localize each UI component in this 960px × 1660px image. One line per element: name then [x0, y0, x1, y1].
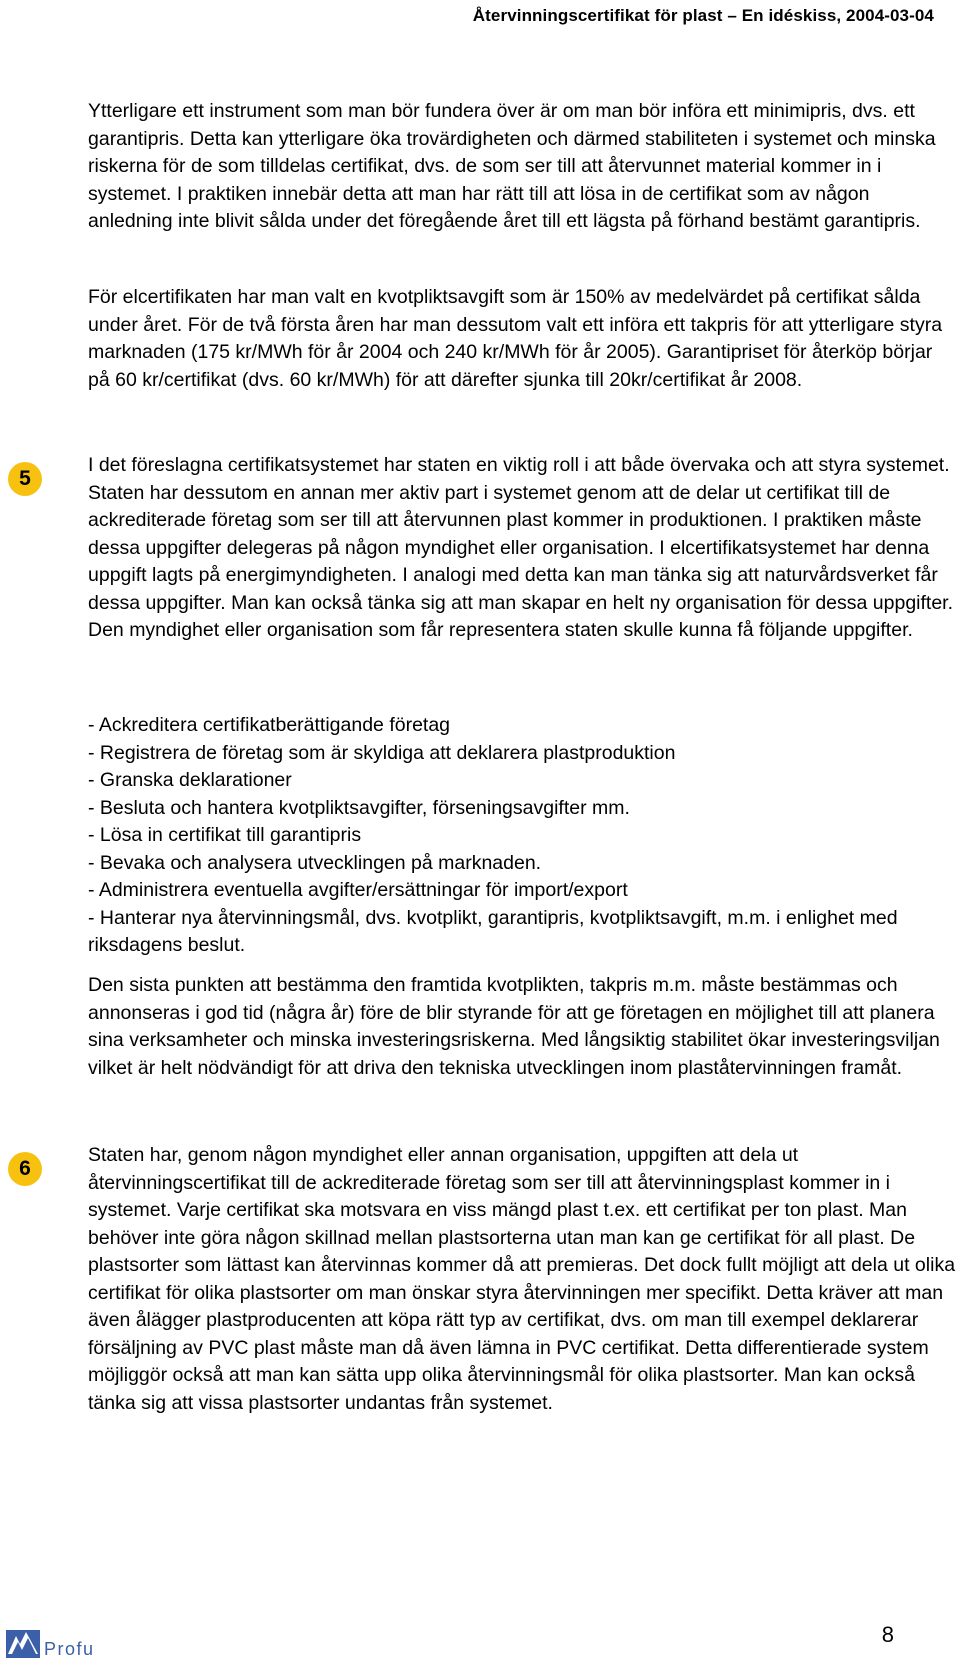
- paragraph-minimipris: Ytterligare ett instrument som man bör fundera över är om man bör införa ett minimipris, dvs. ett garantipris. Detta kan ytterligare öka trovärdigheten och därmed stabiliteten i systemet och minska riskerna för de som tilldelas certifikat, dvs. de som ser till att återvunnet material kommer in i systemet. I praktiken innebär detta att man har rätt till att lösa in de certifikat som av någon anledning inte blivit sålda under det föregående året till ett lägsta på förhand bestämt garantipris.: [88, 100, 936, 232]
- list-item: - Granska deklarationer: [88, 769, 292, 791]
- page-number: 8: [881, 1622, 894, 1647]
- list-item: - Bevaka och analysera utvecklingen på marknaden.: [88, 851, 542, 874]
- list-item: - Hanterar nya återvinningsmål, dvs. kvotplikt, garantipris, kvotpliktsavgift, m.m. i enlighet med riksdagens beslut.: [88, 906, 898, 956]
- profu-logo: [6, 1628, 95, 1658]
- profu-logo-mark-icon: [6, 1628, 40, 1658]
- list-item: - Besluta och hantera kvotpliktsavgifter, förseningsavgifter mm.: [88, 796, 630, 819]
- paragraph-statens-roll: I det föreslagna certifikatsystemet har staten en viktig roll i att både övervaka och att styra systemet. Staten har dessutom en annan mer aktiv part i systemet genom att de delar ut certifikat till de ackrediterade företag som ser till att återvunnen plast kommer in produktionen. I praktiken måste dessa uppgifter delegeras på någon myndighet eller organisation. I elcertifikatsystemet har denna uppgift lagts på energimyndigheten. I analogi med detta kan man tänka sig att naturvårdsverket får dessa uppgifter. Man kan också tänka sig att man skapar en helt ny organisation för dessa uppgifter. Den myndighet eller organisation som får representera staten skulle kunna få följande uppgifter.: [88, 454, 954, 641]
- paragraph-certifikatutdelning: Staten har, genom någon myndighet eller annan organisation, uppgiften att dela ut återvinningscertifikat till de ackrediterade företag som ser till att återvinningsplast kommer in i systemet. Varje certifikat ska motsvara en viss mängd plast t.ex. ett certifikat per ton plast. Man behöver inte göra någon skillnad mellan plastsorterna utan man kan ge certifikat för all plast. De plastsorter som lättast kan återvinnas kommer då att premieras. Det dock fullt möjligt att dela ut olika certifikat för olika plastsorter om man önskar styra återvinningen mer specifikt. Detta kräver att man även ålägger plastproducenten att köpa rätt typ av certifikat, dvs. om man till exempel deklarerar försäljning av PVC plast måste man då även lämna in PVC certifikat. Detta differentierade system möjliggör också att man kan sätta upp olika återvinningsmål för olika plastsorter. Man kan också tänka sig att vissa plastsorter undantas från systemet.: [88, 1144, 956, 1414]
- task-list: [88, 712, 958, 960]
- list-item: - Administrera eventuella avgifter/ersättningar för import/export: [88, 879, 628, 901]
- logo-text: Profu: [44, 1639, 95, 1659]
- section-marker-6: 6: [8, 1152, 42, 1186]
- list-item: - Lösa in certifikat till garantipris: [88, 824, 362, 846]
- list-item: - Registrera de företag som är skyldiga att deklarera plastproduktion: [88, 741, 676, 764]
- list-item: - Ackreditera certifikatberättigande företag: [88, 714, 451, 736]
- page-header: Återvinningscertifikat för plast – En idéskiss, 2004-03-04: [472, 6, 934, 25]
- paragraph-sista-punkten: Den sista punkten att bestämma den framtida kvotplikten, takpris m.m. måste bestämmas och annonseras i god tid (några år) före de blir styrande för att ge företagen en möjlighet till att planera sina verksamheter och minska investeringsriskerna. Med långsiktig stabilitet ökar investeringsviljan vilket är helt nödvändigt för att driva den tekniska utvecklingen inom plaståtervinningen framåt.: [88, 974, 940, 1079]
- section-marker-5: 5: [8, 462, 42, 496]
- paragraph-elcertifikat: För elcertifikaten har man valt en kvotpliktsavgift som är 150% av medelvärdet på certifikat sålda under året. För de två första åren har man dessutom valt ett införa ett takpris för att ytterligare styra marknaden (175 kr/MWh för år 2004 och 240 kr/MWh för år 2005). Garantipriset för återköp börjar på 60 kr/certifikat (dvs. 60 kr/MWh) för att därefter sjunka till 20kr/certifikat år 2008.: [88, 286, 943, 391]
